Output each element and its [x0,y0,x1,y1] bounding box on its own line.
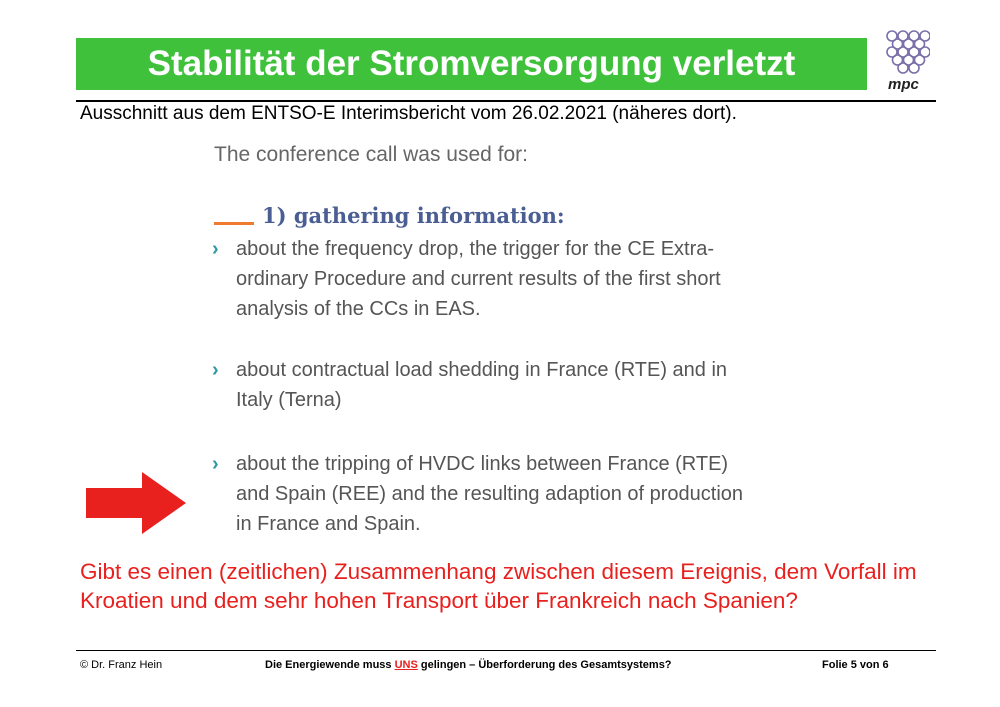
chevron-right-icon: › [212,359,219,381]
chevron-right-icon: › [212,238,219,260]
bullet-item [212,355,796,415]
footer-highlight: UNS [394,659,418,671]
bullet-text: about the frequency drop, the trigger for the CE Extra- ordinary Procedure and current results of the first short analysis of the CCs in EAS. [236,238,721,320]
logo-text: mpc [888,76,919,93]
section-heading-text: 1) gathering information: [262,203,565,228]
chevron-right-icon: › [212,453,219,475]
footer-author: © Dr. Franz Hein [80,659,163,671]
bullet-text: about the tripping of HVDC links between France (RTE) and Spain (REE) and the resulting adaption of production in France and Spain. [236,453,744,535]
footer-center-suffix: gelingen – Überforderung des Gesamtsystems? [417,659,672,671]
slide-title-bar [76,38,867,90]
subtitle-divider [76,100,936,102]
footer-page-number: Folie 5 von 6 [822,659,889,671]
bullet-item [212,234,796,324]
slide-subtitle: Ausschnitt aus dem ENTSO-E Interimsbericht vom 26.02.2021 (näheres dort). [80,103,737,124]
section-heading [214,203,565,228]
bullet-text: about contractual load shedding in France (RTE) and in Italy (Terna) [236,359,728,411]
question-text: Gibt es einen (zeitlichen) Zusammenhang zwischen diesem Ereignis, dem Vorfall im Kroatien und dem sehr hohen Transport über Frankreich nach Spanien? [80,559,917,613]
accent-line [214,222,254,225]
slide-title: Stabilität der Stromversorgung verletzt [147,44,796,83]
intro-text: The conference call was used for: [214,143,528,166]
footer-center-prefix: Die Energiewende muss [265,659,395,671]
footer-center [265,659,672,671]
red-arrow-icon [86,472,186,534]
footer-divider [76,650,936,651]
bullet-item [212,449,796,539]
